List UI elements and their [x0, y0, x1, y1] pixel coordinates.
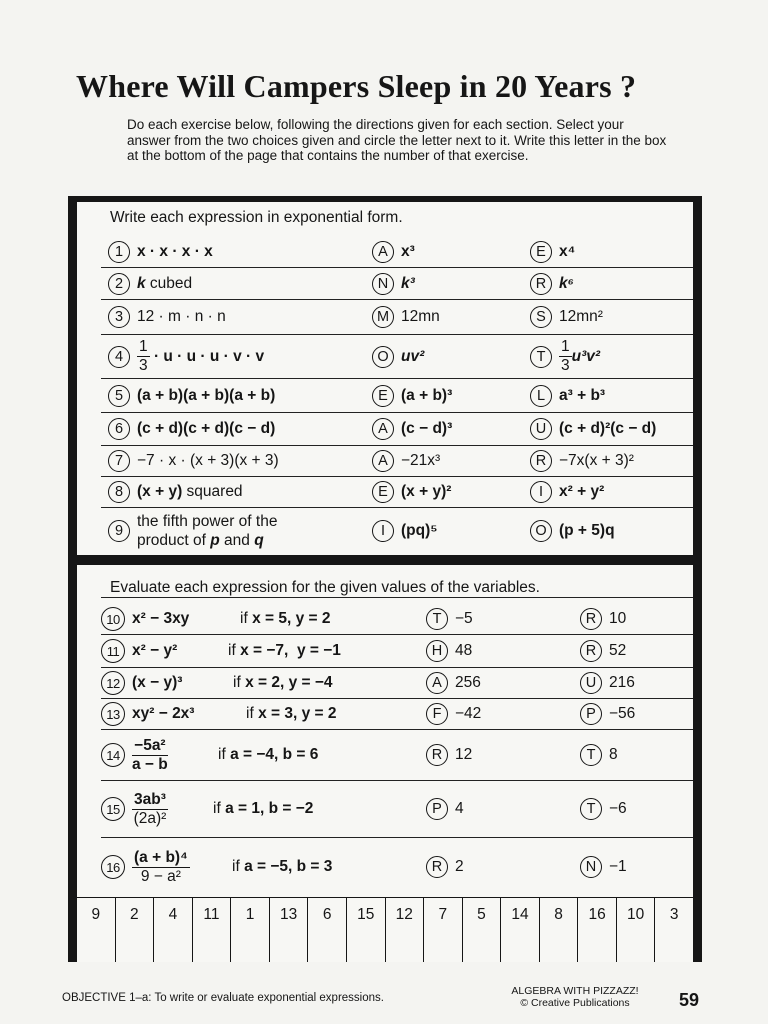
choice-letter[interactable]: R — [530, 450, 552, 472]
exercise-row-8 — [101, 477, 693, 508]
choice-answer: uv² — [401, 347, 425, 365]
exercise-number: 14 — [101, 743, 125, 767]
exercise-number: 6 — [108, 418, 130, 440]
answer-boxes — [77, 897, 693, 962]
page-number: 59 — [679, 990, 700, 1010]
choice-letter[interactable]: U — [580, 672, 602, 694]
condition: a = 1, b = −2 — [225, 800, 314, 817]
choice-letter[interactable]: I — [372, 520, 394, 542]
choice-answer: 12mn² — [559, 308, 603, 325]
choice-letter[interactable]: T — [426, 608, 448, 630]
choice-answer: 216 — [609, 674, 635, 691]
choice-letter[interactable]: R — [530, 273, 552, 295]
answer-box[interactable]: 8 — [540, 897, 579, 962]
choice-letter[interactable]: T — [580, 798, 602, 820]
exercise-number: 16 — [101, 855, 125, 879]
exercise-expression: x · x · x · x — [137, 243, 213, 260]
choice-letter[interactable]: U — [530, 418, 552, 440]
book-credit — [490, 985, 660, 1009]
choice-letter[interactable]: M — [372, 306, 394, 328]
exercise-expression: (c + d)(c + d)(c − d) — [137, 420, 276, 437]
book-title: ALGEBRA WITH PIZZAZZ! — [511, 985, 639, 997]
choice-answer: −56 — [609, 705, 636, 722]
choice-answer: 12mn — [401, 308, 440, 325]
exercise-expression: xy² − 2x³ — [132, 705, 195, 722]
choice-letter[interactable]: E — [372, 385, 394, 407]
exercise-row-13 — [101, 699, 693, 730]
exercise-number: 9 — [108, 520, 130, 542]
choice-answer: 52 — [609, 642, 627, 659]
fraction: $\frac{1}{3}$ — [139, 338, 148, 374]
choice-answer: −21x³ — [401, 452, 441, 469]
answer-box[interactable]: 12 — [386, 897, 425, 962]
condition-label: if — [232, 858, 245, 875]
condition-label: if — [233, 674, 246, 691]
choice-answer: (a + b)³ — [401, 386, 453, 404]
choice-letter[interactable]: R — [580, 608, 602, 630]
condition-label: if — [218, 746, 231, 763]
choice-letter[interactable]: A — [372, 450, 394, 472]
condition: x = −7, y = −1 — [240, 642, 341, 659]
choice-answer: 2 — [455, 858, 464, 875]
choice-letter[interactable]: I — [530, 481, 552, 503]
answer-box[interactable]: 1 — [231, 897, 270, 962]
exercise-expression-suffix: squared — [182, 483, 243, 500]
answer-box[interactable]: 3 — [655, 897, 693, 962]
exercise-number: 1 — [108, 241, 130, 263]
choice-letter[interactable]: O — [530, 520, 552, 542]
exercise-row-14 — [101, 730, 693, 781]
exercise-row-1 — [101, 237, 693, 268]
exercise-number: 7 — [108, 450, 130, 472]
exercise-expression: x² − 3xy — [132, 610, 190, 627]
exercise-number: 11 — [101, 639, 125, 663]
exercise-number: 15 — [101, 797, 125, 821]
exercise-row-9 — [101, 508, 693, 554]
exercise-number: 10 — [101, 607, 125, 631]
choice-answer: −42 — [455, 705, 482, 722]
exercise-number: 4 — [108, 346, 130, 368]
condition-label: if — [240, 610, 253, 627]
choice-letter[interactable]: R — [426, 744, 448, 766]
publisher: © Creative Publications — [520, 997, 630, 1009]
condition-label: if — [246, 705, 259, 722]
exercise-number: 12 — [101, 671, 125, 695]
choice-answer: −6 — [609, 800, 627, 817]
choice-answer: (c − d)³ — [401, 420, 453, 437]
choice-letter[interactable]: H — [426, 640, 448, 662]
condition: a = −4, b = 6 — [230, 746, 319, 763]
section-a-heading: Write each expression in exponential form. — [110, 209, 403, 226]
choice-answer: x² + y² — [559, 483, 605, 500]
exercise-row-11 — [101, 635, 693, 668]
choice-answer: 12 — [455, 746, 473, 763]
exercise-number: 8 — [108, 481, 130, 503]
answer-box[interactable]: 2 — [116, 897, 155, 962]
choice-answer: 256 — [455, 674, 481, 691]
answer-box[interactable]: 13 — [270, 897, 309, 962]
answer-box[interactable]: 7 — [424, 897, 463, 962]
section-b-heading: Evaluate each expression for the given values of the variables. — [110, 579, 540, 596]
choice-answer: x⁴ — [559, 243, 576, 260]
choice-answer: u³v² — [571, 347, 601, 365]
exercise-number: 3 — [108, 306, 130, 328]
answer-box[interactable]: 6 — [308, 897, 347, 962]
exercise-expression: x² − y² — [132, 642, 178, 659]
answer-box[interactable]: 4 — [154, 897, 193, 962]
objective-text: OBJECTIVE 1–a: To write or evaluate exponential expressions. — [62, 992, 384, 1004]
fraction: $\frac{\text{−5a²}}{a - b}$ — [132, 736, 168, 773]
condition-label: if — [213, 800, 226, 817]
exercise-number: 5 — [108, 385, 130, 407]
answer-box[interactable]: 10 — [617, 897, 656, 962]
choice-answer: −5 — [455, 610, 473, 627]
choice-answer: x³ — [401, 243, 415, 260]
exercise-expression: 12 · m · n · n — [137, 308, 226, 325]
exercise-row-5 — [101, 379, 693, 413]
choice-letter[interactable]: P — [580, 703, 602, 725]
choice-answer: (x + y)² — [401, 483, 452, 500]
instructions: Do each exercise below, following the directions given for each section. Select your answer from the two choices given and circle the letter next to it. Write this letter in the box at the bottom of the page that contains the number of that exercise. — [127, 117, 667, 163]
condition: x = 2, y = −4 — [245, 674, 333, 691]
condition: a = −5, b = 3 — [244, 858, 333, 875]
fraction: $\frac{1}{3}$ — [561, 338, 570, 374]
choice-letter[interactable]: N — [580, 856, 602, 878]
answer-box[interactable]: 11 — [193, 897, 232, 962]
answer-box[interactable]: 5 — [463, 897, 502, 962]
exercise-expression: the fifth power of the product of p and q — [137, 513, 278, 549]
exercise-number: 2 — [108, 273, 130, 295]
exercise-row-2 — [101, 268, 693, 300]
choice-answer: 48 — [455, 642, 473, 659]
answer-box[interactable]: 9 — [77, 897, 116, 962]
fraction: $\frac{\text{3ab³}}{\text{(2a)²}}$ — [133, 790, 167, 827]
exercise-row-4 — [101, 335, 693, 379]
condition: x = 5, y = 2 — [252, 610, 331, 627]
choice-answer: (p + 5)q — [559, 522, 615, 539]
choice-letter[interactable]: T — [530, 346, 552, 368]
exercise-row-7 — [101, 446, 693, 477]
choice-letter[interactable]: E — [530, 241, 552, 263]
choice-letter[interactable]: R — [580, 640, 602, 662]
choice-answer: k³ — [401, 274, 415, 292]
choice-letter[interactable]: A — [426, 672, 448, 694]
exercise-number: 13 — [101, 702, 125, 726]
choice-letter[interactable]: A — [372, 241, 394, 263]
condition: x = 3, y = 2 — [258, 705, 337, 722]
answer-box[interactable]: 16 — [578, 897, 617, 962]
choice-letter[interactable]: S — [530, 306, 552, 328]
choice-answer: −1 — [609, 858, 627, 875]
exercise-variable: k — [137, 274, 146, 292]
choice-letter[interactable]: P — [426, 798, 448, 820]
exercise-row-10 — [101, 604, 693, 635]
choice-answer: k⁶ — [559, 274, 574, 292]
exercise-expression: (x − y)³ — [132, 674, 183, 691]
choice-answer: 8 — [609, 746, 618, 763]
choice-letter[interactable]: A — [372, 418, 394, 440]
choice-answer: a³ + b³ — [559, 386, 606, 404]
choice-answer: (c + d)²(c − d) — [559, 420, 657, 437]
choice-letter[interactable]: F — [426, 703, 448, 725]
choice-letter[interactable]: R — [426, 856, 448, 878]
heading-underline — [101, 597, 693, 598]
exercise-row-15 — [101, 781, 693, 838]
choice-letter[interactable]: T — [580, 744, 602, 766]
page-title: Where Will Campers Sleep in 20 Years ? — [76, 68, 637, 104]
choice-letter[interactable]: E — [372, 481, 394, 503]
choice-answer: (pq)⁵ — [401, 522, 438, 539]
condition-label: if — [228, 642, 241, 659]
exercise-expression: (a + b)(a + b)(a + b) — [137, 386, 276, 404]
exercise-expression: −7 · x · (x + 3)(x + 3) — [137, 452, 279, 469]
choice-answer: −7x(x + 3)² — [559, 452, 634, 469]
choice-letter[interactable]: N — [372, 273, 394, 295]
choice-answer: 4 — [455, 800, 464, 817]
exercise-row-6 — [101, 413, 693, 446]
exercise-expression: · u · u · u · v · v — [153, 347, 265, 365]
fraction: $\frac{\text{(a + b)⁴}}{\text{9 − a²}}$ — [134, 848, 188, 885]
exercise-row-3 — [101, 300, 693, 335]
choice-answer: 10 — [609, 610, 627, 627]
choice-letter[interactable]: L — [530, 385, 552, 407]
exercise-row-12 — [101, 668, 693, 699]
exercise-expression: (x + y) — [137, 483, 183, 500]
answer-box[interactable]: 14 — [501, 897, 540, 962]
choice-letter[interactable]: O — [372, 346, 394, 368]
exercise-expression: cubed — [145, 274, 193, 292]
exercise-row-16 — [101, 838, 693, 896]
answer-box[interactable]: 15 — [347, 897, 386, 962]
